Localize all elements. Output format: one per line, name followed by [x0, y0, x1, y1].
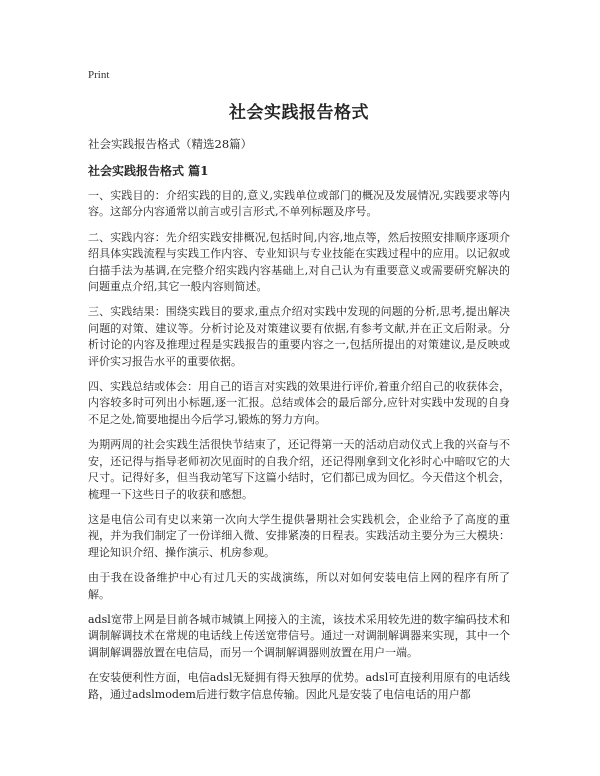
document-subtitle: 社会实践报告格式（精选28篇） [88, 137, 253, 151]
paragraph-results: 三、实践结果：围绕实践目的要求,重点介绍对实践中发现的问题的分析,思考,提出解决问题的对策、建议等。分析讨论及对策建议要有依据,有参考文献,并在正文后附录。分析讨论的内容及推理过程是实践报告的重要内容之一,包括所提出的对策建议,是反映或评价实习报告水平的重要依据。 [88, 305, 510, 368]
paragraph-summary: 四、实践总结或体会：用自己的语言对实践的效果进行评价,着重介绍自己的收获体会，内容较多时可列出小标题,逐一汇报。总结或体会的最后部分,应针对实践中发现的自身不足之处,简要地提出今后学习,锻炼的努力方向。 [88, 380, 510, 426]
paragraph-maintenance: 由于我在设备维护中心有过几天的实战演练，所以对如何安装电信上网的程序有所了解。 [88, 571, 510, 601]
paragraph-reflection: 为期两周的社会实践生活很快节结束了，还记得第一天的活动启动仪式上我的兴奋与不安，还记得与指导老师初次见面时的自我介绍，还记得刚拿到文化衫时心中暗叹它的大尺寸。记得好多，但当我动笔写下这篇小结时，它们都已成为回忆。今天借这个机会，梳理一下这些日子的收获和感想。 [88, 438, 510, 501]
document-page [88, 68, 510, 712]
page-title: 社会实践报告格式 [229, 103, 369, 123]
section-heading: 社会实践报告格式 篇1 [88, 164, 209, 178]
paragraph-purpose: 一、实践目的：介绍实践的目的,意义,实践单位或部门的概况及发展情况,实践要求等内容。这部分内容通常以前言或引言形式,不单列标题及序号。 [88, 189, 510, 219]
paragraph-adsl: adsl宽带上网是目前各城市城镇上网接入的主流，该技术采用较先进的数字编码技术和调制解调技术在常规的电话线上传送宽带信号。通过一对调制解调器来实现，其中一个调制解调器放置在电信局，而另一个调制解调器则放置在用户一端。 [88, 612, 510, 659]
print-link[interactable]: Print [88, 69, 110, 81]
paragraph-content: 二、实践内容：先介绍实践安排概况,包括时间,内容,地点等，然后按照安排顺序逐项介绍具体实践流程与实践工作内容、专业知识与专业技能在实践过程中的应用。以记叙或白描手法为基调,在完整介绍实践内容基础上,对自己认为有重要意义或需要研究解决的问题重点介绍,其它一般内容则简述。 [88, 230, 510, 294]
paragraph-telecom: 这是电信公司有史以来第一次向大学生提供暑期社会实践机会，企业给予了高度的重视，并为我们制定了一份详细入微、安排紧凑的日程表。实践活动主要分为三大模块：理论知识介绍、操作演示、机房参观。 [88, 512, 510, 559]
paragraph-installation: 在安装便利性方面，电信adsl无疑拥有得天独厚的优势。adsl可直接利用原有的电话线路，通过adslmodem后进行数字信息传输。因此凡是安装了电信电话的用户都 [88, 671, 510, 701]
